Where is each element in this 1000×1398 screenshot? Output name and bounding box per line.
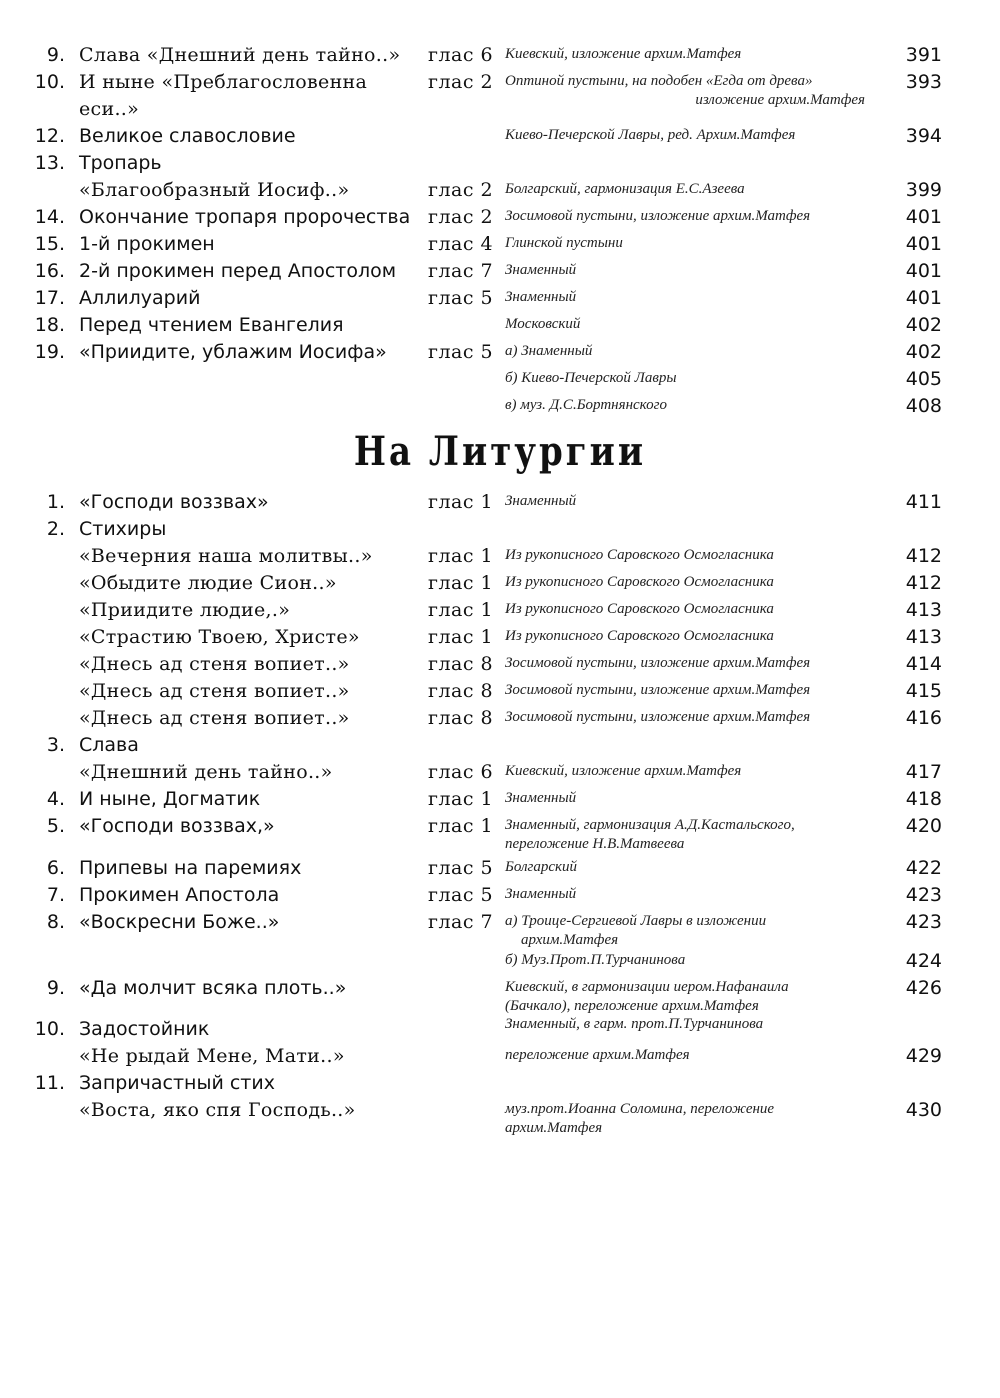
item-title: «Страстию Твоею, Христе» (79, 626, 360, 648)
item-source (505, 912, 875, 950)
item-source (505, 789, 875, 808)
toc-row (0, 545, 1000, 571)
source-line-continued: архим.Матфея (521, 932, 619, 948)
item-tone: глас 4 (428, 233, 494, 255)
source-line-continued: изложение архим.Матфея (695, 92, 865, 108)
item-tone: глас 2 (428, 206, 494, 228)
source-line: Киево-Печерской Лавры, ред. Архим.Матфея (505, 127, 796, 143)
item-title: еси..» (79, 98, 140, 120)
item-tone: глас 1 (428, 599, 494, 621)
item-tone: глас 1 (428, 815, 494, 837)
item-tone: глас 1 (428, 626, 494, 648)
item-tone: глас 1 (428, 491, 494, 513)
page-number: 391 (905, 44, 942, 66)
toc-row (0, 1018, 1000, 1044)
item-title: Слава «Днешний день тайно..» (79, 44, 401, 66)
toc-row (0, 287, 1000, 313)
item-title: «Приидите, ублажим Иосифа» (79, 341, 387, 363)
item-title: «Приидите людие,.» (79, 599, 291, 621)
page-number: 393 (905, 71, 942, 93)
item-title: И ныне «Преблагословенна (79, 71, 368, 93)
item-source (505, 627, 875, 646)
page-number: 418 (905, 788, 942, 810)
toc-row (0, 491, 1000, 517)
toc-row (0, 1072, 1000, 1098)
item-number: 14. (34, 206, 65, 228)
page-number: 399 (905, 179, 942, 201)
toc-row (0, 815, 1000, 852)
toc-row (0, 1099, 1000, 1136)
item-title: Окончание тропаря пророчества (79, 206, 411, 228)
source-line: Зосимовой пустыни, изложение архим.Матфея (505, 682, 811, 698)
source-line: Знаменный (505, 262, 577, 278)
toc-row (0, 368, 1000, 394)
source-line: Оптиной пустыни, на подобен «Егда от древа» (505, 73, 813, 89)
item-title: 1-й прокимен (79, 233, 215, 255)
source-line: Знаменный (505, 493, 577, 509)
toc-row (0, 125, 1000, 151)
item-title: «Вечерния наша молитвы..» (79, 545, 373, 567)
item-source (505, 1046, 875, 1065)
item-source (505, 708, 875, 727)
item-title: «Днесь ад стеня вопиет..» (79, 707, 350, 729)
item-source (505, 600, 875, 619)
item-source (505, 978, 875, 1016)
item-title: Перед чтением Евангелия (79, 314, 344, 336)
page-number: 411 (905, 491, 942, 513)
item-source (505, 816, 875, 854)
item-title: «Господи воззвах,» (79, 815, 275, 837)
item-source (505, 546, 875, 565)
item-number: 4. (46, 788, 65, 810)
item-number: 19. (34, 341, 65, 363)
source-line: Московский (505, 316, 581, 332)
item-tone: глас 1 (428, 545, 494, 567)
item-source (505, 126, 875, 145)
page-number: 401 (905, 233, 942, 255)
item-title: «Воста, яко спя Господь..» (79, 1099, 356, 1121)
source-line: переложение архим.Матфея (505, 1047, 690, 1063)
source-line: Знаменный, гармонизация А.Д.Кастальского, (505, 817, 795, 833)
item-source (505, 681, 875, 700)
item-number: 9. (46, 44, 65, 66)
item-title: И ныне, Догматик (79, 788, 261, 810)
toc-row (0, 179, 1000, 205)
page-number: 423 (905, 911, 942, 933)
toc-row (0, 152, 1000, 178)
toc-row (0, 395, 1000, 421)
item-number: 7. (46, 884, 65, 906)
source-line: Зосимовой пустыни, изложение архим.Матфея (505, 655, 811, 671)
toc-row (0, 707, 1000, 733)
page-number: 423 (905, 884, 942, 906)
item-number: 6. (46, 857, 65, 879)
source-line: Знаменный, в гарм. прот.П.Турчанинова (505, 1016, 764, 1032)
item-number: 9. (46, 977, 65, 999)
toc-row (0, 977, 1000, 1014)
item-number: 16. (34, 260, 65, 282)
page-number: 420 (905, 815, 942, 837)
toc-row (0, 314, 1000, 340)
toc-row (0, 884, 1000, 910)
item-title: «Обыдите людие Сион..» (79, 572, 337, 594)
item-title: Задостойник (79, 1018, 210, 1040)
item-source (505, 396, 875, 415)
item-number: 10. (34, 1018, 65, 1040)
item-number: 5. (46, 815, 65, 837)
item-source (505, 492, 875, 511)
item-tone: глас 5 (428, 884, 494, 906)
item-tone: глас 1 (428, 788, 494, 810)
item-source (505, 261, 875, 280)
toc-row (0, 734, 1000, 760)
toc-row (0, 911, 1000, 948)
item-tone: глас 2 (428, 179, 494, 201)
item-tone: глас 8 (428, 680, 494, 702)
item-number: 12. (34, 125, 65, 147)
item-number: 13. (34, 152, 65, 174)
item-number: 18. (34, 314, 65, 336)
item-number: 3. (46, 734, 65, 756)
toc-row (0, 857, 1000, 883)
page-number: 422 (905, 857, 942, 879)
item-number: 1. (46, 491, 65, 513)
source-line: муз.прот.Иоанна Соломина, переложение (505, 1101, 775, 1117)
toc-row (0, 626, 1000, 652)
toc-row (0, 71, 1000, 108)
page-number: 412 (905, 545, 942, 567)
source-line-continued: (Бачкало), переложение архим.Матфея (505, 998, 759, 1014)
item-title: «Да молчит всяка плоть..» (79, 977, 347, 999)
item-title: Припевы на паремиях (79, 857, 302, 879)
source-line: Знаменный (505, 886, 577, 902)
item-title: «Днешний день тайно..» (79, 761, 333, 783)
item-source (505, 315, 875, 334)
item-tone: глас 7 (428, 260, 494, 282)
page-number: 417 (905, 761, 942, 783)
item-source (505, 207, 875, 226)
toc-row (0, 653, 1000, 679)
item-title: «Господи воззвах» (79, 491, 269, 513)
item-source (505, 180, 875, 199)
source-line: Болгарский, гармонизация Е.С.Азеева (505, 181, 745, 197)
item-source (505, 234, 875, 253)
item-tone: глас 6 (428, 761, 494, 783)
item-number: 2. (46, 518, 65, 540)
source-line: а) Троице-Сергиевой Лавры в изложении (505, 913, 767, 929)
toc-row (0, 260, 1000, 286)
page-number: 402 (905, 341, 942, 363)
source-line: б) Киево-Печерской Лавры (505, 370, 677, 386)
page-number: 414 (905, 653, 942, 675)
page-number: 394 (905, 125, 942, 147)
item-number: 17. (34, 287, 65, 309)
item-tone: глас 5 (428, 287, 494, 309)
toc-row (0, 788, 1000, 814)
item-number: 11. (34, 1072, 65, 1094)
page-number: 412 (905, 572, 942, 594)
toc-row (0, 206, 1000, 232)
item-source (505, 288, 875, 307)
item-title: 2-й прокимен перед Апостолом (79, 260, 397, 282)
item-source (505, 369, 875, 388)
source-line: Знаменный (505, 790, 577, 806)
page-number: 405 (905, 368, 942, 390)
item-title: «Не рыдай Мене, Мати..» (79, 1045, 345, 1067)
page-number: 426 (905, 977, 942, 999)
toc-row (0, 572, 1000, 598)
toc-row (0, 950, 1000, 976)
item-number: 8. (46, 911, 65, 933)
source-line: а) Знаменный (505, 343, 593, 359)
toc-row (0, 98, 1000, 124)
page-number: 429 (905, 1045, 942, 1067)
page-number: 402 (905, 314, 942, 336)
page-number: 415 (905, 680, 942, 702)
source-line: Киевский, в гармонизации иером.Нафанаила (505, 979, 789, 995)
item-tone: глас 1 (428, 572, 494, 594)
item-title: «Благообразный Иосиф..» (79, 179, 350, 201)
toc-row (0, 44, 1000, 70)
item-title: Стихиры (79, 518, 167, 540)
item-source (505, 573, 875, 592)
item-title: «Днесь ад стеня вопиет..» (79, 680, 350, 702)
item-tone: глас 6 (428, 44, 494, 66)
item-title: «Воскресни Боже..» (79, 911, 280, 933)
item-title: Запричастный стих (79, 1072, 275, 1094)
item-title: Аллилуарий (79, 287, 201, 309)
item-tone: глас 2 (428, 71, 494, 93)
item-source (505, 1100, 875, 1138)
item-source (505, 654, 875, 673)
toc-row (0, 233, 1000, 259)
item-source (505, 951, 875, 970)
toc-row (0, 680, 1000, 706)
source-line: Киевский, изложение архим.Матфея (505, 763, 742, 779)
toc-row (0, 518, 1000, 544)
item-tone: глас 7 (428, 911, 494, 933)
item-source (505, 342, 875, 361)
source-line: Зосимовой пустыни, изложение архим.Матфея (505, 709, 811, 725)
source-line: Глинской пустыни (505, 235, 623, 251)
toc-row (0, 1045, 1000, 1071)
item-tone: глас 5 (428, 341, 494, 363)
source-line: Зосимовой пустыни, изложение архим.Матфея (505, 208, 811, 224)
item-title: Прокимен Апостола (79, 884, 280, 906)
toc-row (0, 341, 1000, 367)
source-line: Болгарский (505, 859, 578, 875)
source-line: Из рукописного Саровского Осмогласника (505, 574, 774, 590)
item-title: Тропарь (79, 152, 162, 174)
page-number: 401 (905, 287, 942, 309)
source-line: Киевский, изложение архим.Матфея (505, 46, 742, 62)
item-source (505, 885, 875, 904)
toc-row (0, 761, 1000, 787)
page-number: 413 (905, 626, 942, 648)
page-number: 408 (905, 395, 942, 417)
item-source (505, 762, 875, 781)
page-number: 424 (905, 950, 942, 972)
page-number: 401 (905, 206, 942, 228)
source-line: б) Муз.Прот.П.Турчанинова (505, 952, 686, 968)
source-line: Из рукописного Саровского Осмогласника (505, 628, 774, 644)
source-line-continued: архим.Матфея (505, 1120, 603, 1136)
source-line: Из рукописного Саровского Осмогласника (505, 547, 774, 563)
item-source (505, 45, 875, 64)
item-tone: глас 5 (428, 857, 494, 879)
page-number: 413 (905, 599, 942, 621)
page-number: 416 (905, 707, 942, 729)
page-number: 401 (905, 260, 942, 282)
item-number: 10. (34, 71, 65, 93)
source-line: Знаменный (505, 289, 577, 305)
item-source (505, 858, 875, 877)
item-title: «Днесь ад стеня вопиет..» (79, 653, 350, 675)
item-title: Великое славословие (79, 125, 296, 147)
toc-row (0, 599, 1000, 625)
section-heading: На Литургии (353, 428, 647, 476)
item-number: 15. (34, 233, 65, 255)
item-tone: глас 8 (428, 653, 494, 675)
item-tone: глас 8 (428, 707, 494, 729)
source-line-continued: переложение Н.В.Матвеева (505, 836, 685, 852)
source-line: в) муз. Д.С.Бортнянского (505, 397, 667, 413)
source-line: Из рукописного Саровского Осмогласника (505, 601, 774, 617)
item-title: Слава (79, 734, 139, 756)
page-number: 430 (905, 1099, 942, 1121)
